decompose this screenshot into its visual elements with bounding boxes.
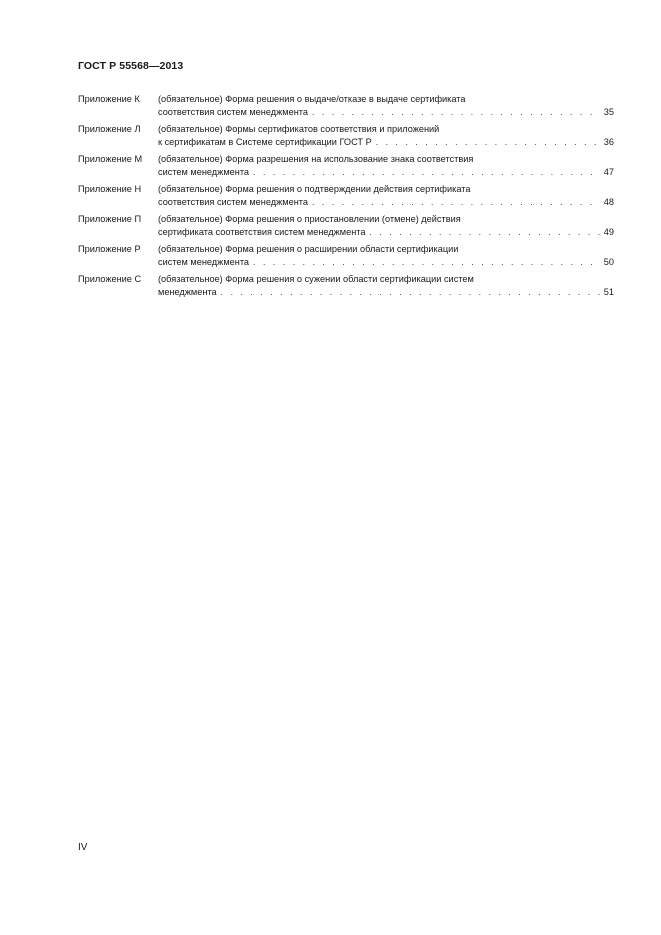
- toc-entry-title-line1: (обязательное) Форма решения о выдаче/отказе в выдаче сертификата: [158, 94, 466, 104]
- toc-entry-body: [158, 153, 614, 179]
- toc-entry-label: Приложение М: [78, 154, 143, 164]
- toc-entry-body: [158, 93, 614, 119]
- dot-leader: [376, 136, 600, 149]
- toc-entry-page-number: 49: [603, 227, 614, 237]
- toc-entry-page-number: 48: [603, 197, 614, 207]
- toc-entry-title-line2: систем менеджмента: [158, 257, 250, 267]
- toc-entry-body: [158, 213, 614, 239]
- toc-entry-page-number: 47: [603, 167, 614, 177]
- document-header: ГОСТ Р 55568—2013: [78, 60, 184, 72]
- toc-entry-body: [158, 243, 614, 269]
- dot-leader: [312, 106, 600, 119]
- toc-entry-title-line1: (обязательное) Форма решения о сужении области сертификации систем: [158, 274, 474, 284]
- toc-entry-title-line1: (обязательное) Форма решения о подтверждении действия сертификата: [158, 184, 471, 194]
- dot-leader: [253, 256, 600, 269]
- toc-entry-page-number: 35: [603, 107, 614, 117]
- toc-entry-body: [158, 123, 614, 149]
- toc-entry-title-line1: (обязательное) Форма решения о расширении области сертификации: [158, 244, 459, 254]
- toc-entry-title-line2: сертификата соответствия систем менеджмента: [158, 227, 366, 237]
- toc-entry-appendix-m[interactable]: [78, 152, 614, 182]
- toc-entry-title-line2-row: [158, 166, 614, 179]
- toc-entry-label: Приложение Н: [78, 184, 142, 194]
- dot-leader: [253, 166, 600, 179]
- toc-entry-appendix-l[interactable]: [78, 122, 614, 152]
- toc-entry-label: Приложение К: [78, 94, 140, 104]
- toc-entry-appendix-n[interactable]: [78, 182, 614, 212]
- toc-entry-title-line2-row: [158, 256, 614, 269]
- toc-entry-title-line2: к сертификатам в Системе сертификации ГОСТ Р: [158, 137, 372, 147]
- toc-entry-title-line2: соответствия систем менеджмента: [158, 197, 308, 207]
- dot-leader: [312, 196, 600, 209]
- toc-entry-label: Приложение Р: [78, 244, 141, 254]
- table-of-contents: [78, 92, 614, 302]
- toc-entry-title-line1: (обязательное) Формы сертификатов соответствия и приложений: [158, 124, 440, 134]
- toc-entry-title-line2: соответствия систем менеджмента: [158, 107, 308, 117]
- toc-entry-appendix-r[interactable]: [78, 242, 614, 272]
- toc-entry-title-line1: (обязательное) Форма решения о приостановлении (отмене) действия: [158, 214, 461, 224]
- dot-leader: [221, 286, 600, 299]
- toc-entry-title-line2-row: [158, 136, 614, 149]
- page-number-footer: IV: [78, 842, 88, 853]
- toc-entry-label: Приложение П: [78, 214, 142, 224]
- toc-entry-title-line2-row: [158, 106, 614, 119]
- toc-entry-title-line2-row: [158, 286, 614, 299]
- dot-leader: [370, 226, 600, 239]
- toc-entry-page-number: 51: [603, 287, 614, 297]
- toc-entry-title-line2: менеджмента: [158, 287, 217, 297]
- toc-entry-label: Приложение Л: [78, 124, 141, 134]
- toc-entry-title-line2-row: [158, 226, 614, 239]
- toc-entry-title-line1: (обязательное) Форма разрешения на использование знака соответствия: [158, 154, 474, 164]
- toc-entry-appendix-p[interactable]: [78, 212, 614, 242]
- toc-entry-appendix-s[interactable]: [78, 272, 614, 302]
- toc-entry-appendix-k[interactable]: [78, 92, 614, 122]
- toc-entry-page-number: 50: [603, 257, 614, 267]
- toc-entry-body: [158, 183, 614, 209]
- toc-entry-title-line2-row: [158, 196, 614, 209]
- toc-entry-title-line2: систем менеджмента: [158, 167, 250, 177]
- toc-entry-page-number: 36: [603, 137, 614, 147]
- toc-entry-body: [158, 273, 614, 299]
- toc-entry-label: Приложение С: [78, 274, 142, 284]
